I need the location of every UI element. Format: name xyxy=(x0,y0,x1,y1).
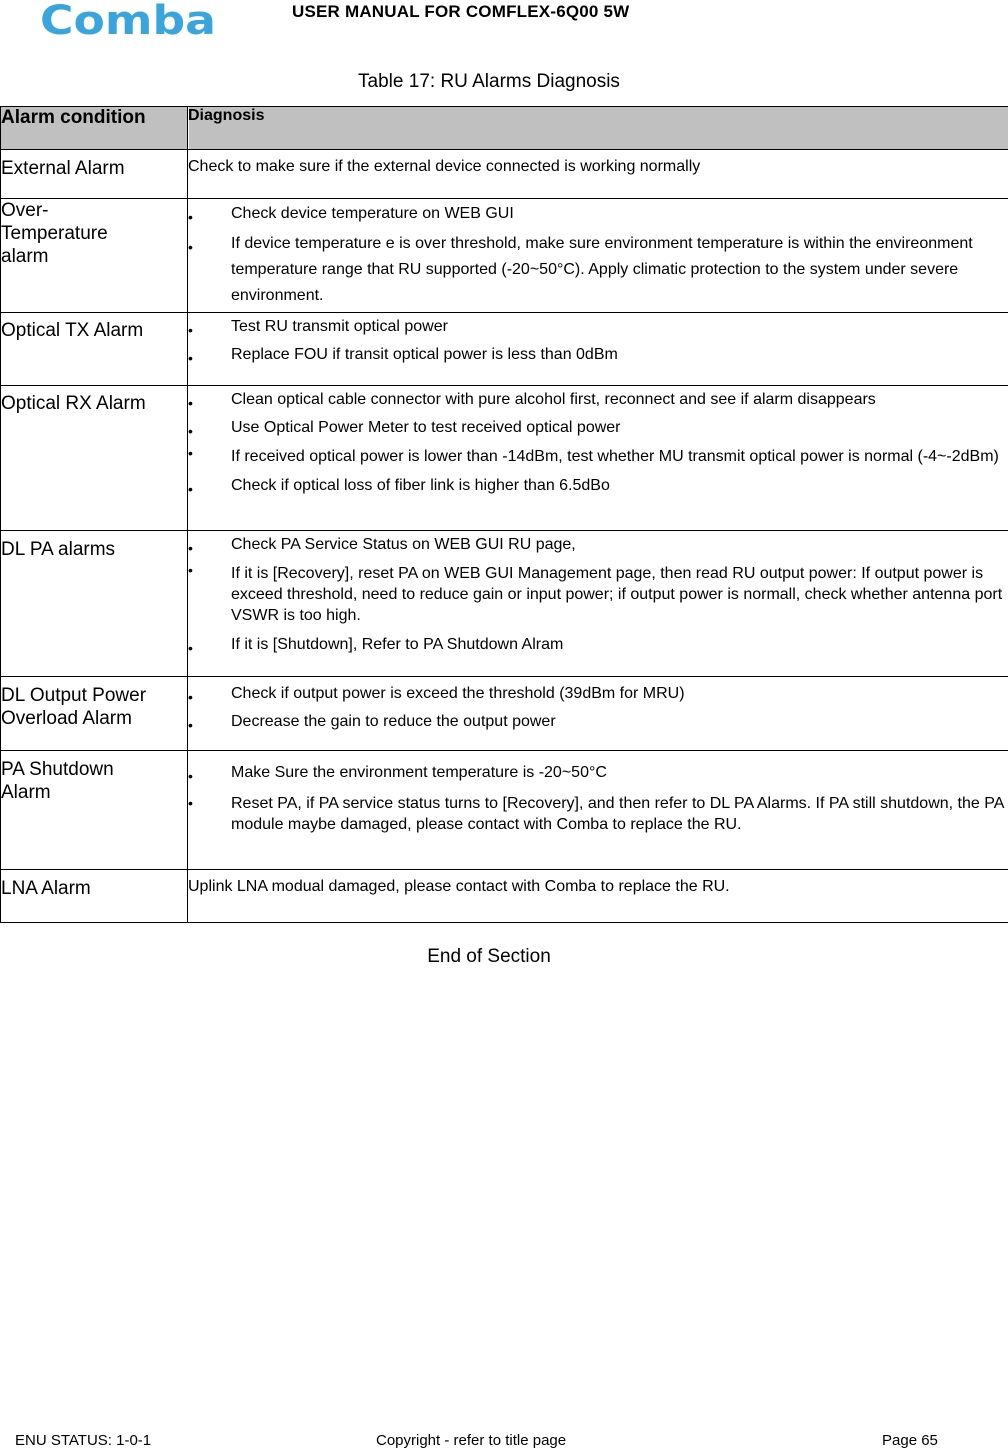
diagnosis-cell xyxy=(188,199,1008,313)
table-caption: Table 17: RU Alarms Diagnosis xyxy=(358,71,620,92)
list-item: • Check PA Service Status on WEB GUI RU page, xyxy=(188,532,1008,558)
table-row xyxy=(1,199,1008,313)
list-item: • If it is [Recovery], reset PA on WEB GUI Management page, then read RU output power: If output power is exceed threshold, need to reduce gain or input power; if output power is normall, check whether antenna port VSWR is too high. xyxy=(188,560,1008,626)
footer-page-number: Page 65 xyxy=(882,1432,938,1449)
table-row xyxy=(1,386,1008,531)
diagnosis-list xyxy=(188,760,1008,835)
list-item: • If received optical power is lower than -14dBm, test whether MU transmit optical power is normal (-4~-2dBm) xyxy=(188,443,1008,467)
alarm-condition: PA Shutdown Alarm xyxy=(1,751,188,870)
list-item: • Check if optical loss of fiber link is higher than 6.5dBo xyxy=(188,473,1008,499)
list-item: • If it is [Shutdown], Refer to PA Shutdown Alram xyxy=(188,632,1008,658)
alarm-condition: LNA Alarm xyxy=(1,870,188,923)
list-item: • If device temperature e is over threshold, make sure environment temperature is within the envireonment temperature range that RU supported (-20~50°C). Apply climatic protection to the system under severe environment. xyxy=(188,231,1008,309)
footer-copyright: Copyright - refer to title page xyxy=(376,1432,567,1449)
alarm-condition: DL PA alarms xyxy=(1,531,188,677)
table-row xyxy=(1,677,1008,751)
list-item: • Check if output power is exceed the threshold (39dBm for MRU) xyxy=(188,681,1008,707)
diagnosis-text: Uplink LNA modual damaged, please contact with Comba to replace the RU. xyxy=(188,870,1008,923)
diagnosis-cell xyxy=(188,531,1008,677)
diagnosis-cell xyxy=(188,313,1008,386)
diagnosis-cell xyxy=(188,677,1008,751)
diagnosis-cell xyxy=(188,386,1008,531)
alarm-condition: Optical RX Alarm xyxy=(1,386,188,531)
diagnosis-list xyxy=(188,314,1008,368)
list-item: • Use Optical Power Meter to test received optical power xyxy=(188,415,1008,441)
alarm-condition: Over-Temperature alarm xyxy=(1,199,188,313)
header-alarm-condition: Alarm condition xyxy=(1,107,188,150)
diagnosis-text: Check to make sure if the external device connected is working normally xyxy=(188,150,1008,199)
list-item: • Reset PA, if PA service status turns to [Recovery], and then refer to DL PA Alarms. If PA still shutdown, the PA module maybe damaged, please contact with Comba to replace the RU. xyxy=(188,793,1008,835)
list-item: • Decrease the gain to reduce the output power xyxy=(188,709,1008,735)
alarms-table xyxy=(0,106,1008,923)
table-row xyxy=(1,150,1008,199)
alarm-condition: DL Output Power Overload Alarm xyxy=(1,677,188,751)
table-row xyxy=(1,531,1008,677)
logo-text: Comba xyxy=(40,0,216,40)
comba-logo xyxy=(40,0,218,40)
header-diagnosis: Diagnosis xyxy=(188,107,1008,150)
list-item: • Check device temperature on WEB GUI xyxy=(188,201,1008,227)
end-of-section: End of Section xyxy=(427,946,551,967)
table-row xyxy=(1,751,1008,870)
list-item: • Make Sure the environment temperature is -20~50°C xyxy=(188,760,1008,786)
diagnosis-cell xyxy=(188,751,1008,870)
diagnosis-list xyxy=(188,201,1008,309)
table-header-row xyxy=(1,107,1008,150)
table-row xyxy=(1,870,1008,923)
alarm-condition: Optical TX Alarm xyxy=(1,313,188,386)
document-title: USER MANUAL FOR COMFLEX-6Q00 5W xyxy=(292,2,630,21)
list-item: • Clean optical cable connector with pure alcohol first, reconnect and see if alarm disappears xyxy=(188,387,1008,413)
list-item: • Test RU transmit optical power xyxy=(188,314,1008,340)
alarm-condition: External Alarm xyxy=(1,150,188,199)
table-row xyxy=(1,313,1008,386)
list-item: • Replace FOU if transit optical power is less than 0dBm xyxy=(188,342,1008,368)
footer-status: ENU STATUS: 1-0-1 xyxy=(15,1432,152,1449)
diagnosis-list xyxy=(188,387,1008,499)
diagnosis-list xyxy=(188,532,1008,658)
diagnosis-list xyxy=(188,681,1008,735)
